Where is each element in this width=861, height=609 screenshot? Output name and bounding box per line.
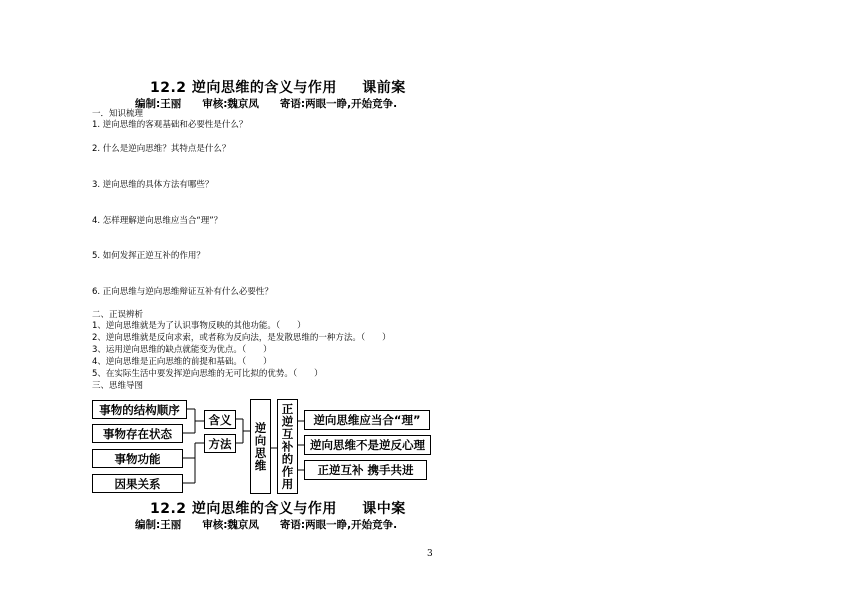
question-6: 6. 正向思维与逆向思维辩证互补有什么必要性？ xyxy=(92,287,273,297)
question-1: 1. 逆向思维的客观基础和必要性是什么？ xyxy=(92,120,248,130)
section-heading-knowledge: 一．知识梳理 xyxy=(92,109,144,119)
page-title-class xyxy=(150,498,406,518)
mindmap-box-meaning: 含义 xyxy=(204,410,236,429)
section-heading-mindmap: 三、思维导图 xyxy=(92,381,144,391)
judgement-item: 2、逆向思维就是反向求索，或者称为反向法，是发散思维的一种方法。（ ） xyxy=(92,333,391,343)
mindmap-box-method: 方法 xyxy=(204,434,236,453)
title-text: 12.2 逆向思维的含义与作用 xyxy=(150,501,337,517)
judgement-item: 3、运用逆向思维的缺点就能变为优点。（ ） xyxy=(92,345,272,355)
author-line: 编制:王丽 审核:魏京凤 寄语:两眼一睁,开始竞争. xyxy=(135,519,398,531)
mindmap-box-complement-together: 正逆互补 携手共进 xyxy=(304,460,427,480)
page-number: 3 xyxy=(427,549,433,559)
question-4: 4. 怎样理解逆向思维应当合“理”？ xyxy=(92,216,223,226)
mindmap-box-function: 事物功能 xyxy=(92,449,183,468)
mindmap-box-not-rebellious: 逆向思维不是逆反心理 xyxy=(304,435,431,455)
question-3: 3. 逆向思维的具体方法有哪些？ xyxy=(92,180,214,190)
mindmap-box-existence-state: 事物存在状态 xyxy=(92,424,183,443)
title-suffix: 课前案 xyxy=(362,80,406,96)
judgement-item: 4、逆向思维是正向思维的前提和基础。（ ） xyxy=(92,357,272,367)
question-2: 2. 什么是逆向思维？其特点是什么？ xyxy=(92,144,231,154)
mindmap-center-reverse-thinking: 逆向思维 xyxy=(250,399,271,494)
mindmap-box-causality: 因果关系 xyxy=(92,474,183,493)
mindmap-box-reasonable: 逆向思维应当合“理” xyxy=(304,410,430,430)
mindmap-role-complementary: 正逆互补的作用 xyxy=(277,399,298,494)
author-line: 编制:王丽 审核:魏京凤 寄语:两眼一睁,开始竞争. xyxy=(135,98,398,110)
judgement-item: 1、逆向思维就是为了认识事物反映的其他功能。（ ） xyxy=(92,321,306,331)
title-text: 12.2 逆向思维的含义与作用 xyxy=(150,80,337,96)
mindmap-box-structure-order: 事物的结构顺序 xyxy=(92,400,187,419)
judgement-item: 5、在实际生活中要发挥逆向思维的无可比拟的优势。（ ） xyxy=(92,369,323,379)
section-heading-judgement: 二、正误辨析 xyxy=(92,310,144,320)
question-5: 5. 如何发挥正逆互补的作用？ xyxy=(92,251,205,261)
title-suffix: 课中案 xyxy=(362,501,406,517)
